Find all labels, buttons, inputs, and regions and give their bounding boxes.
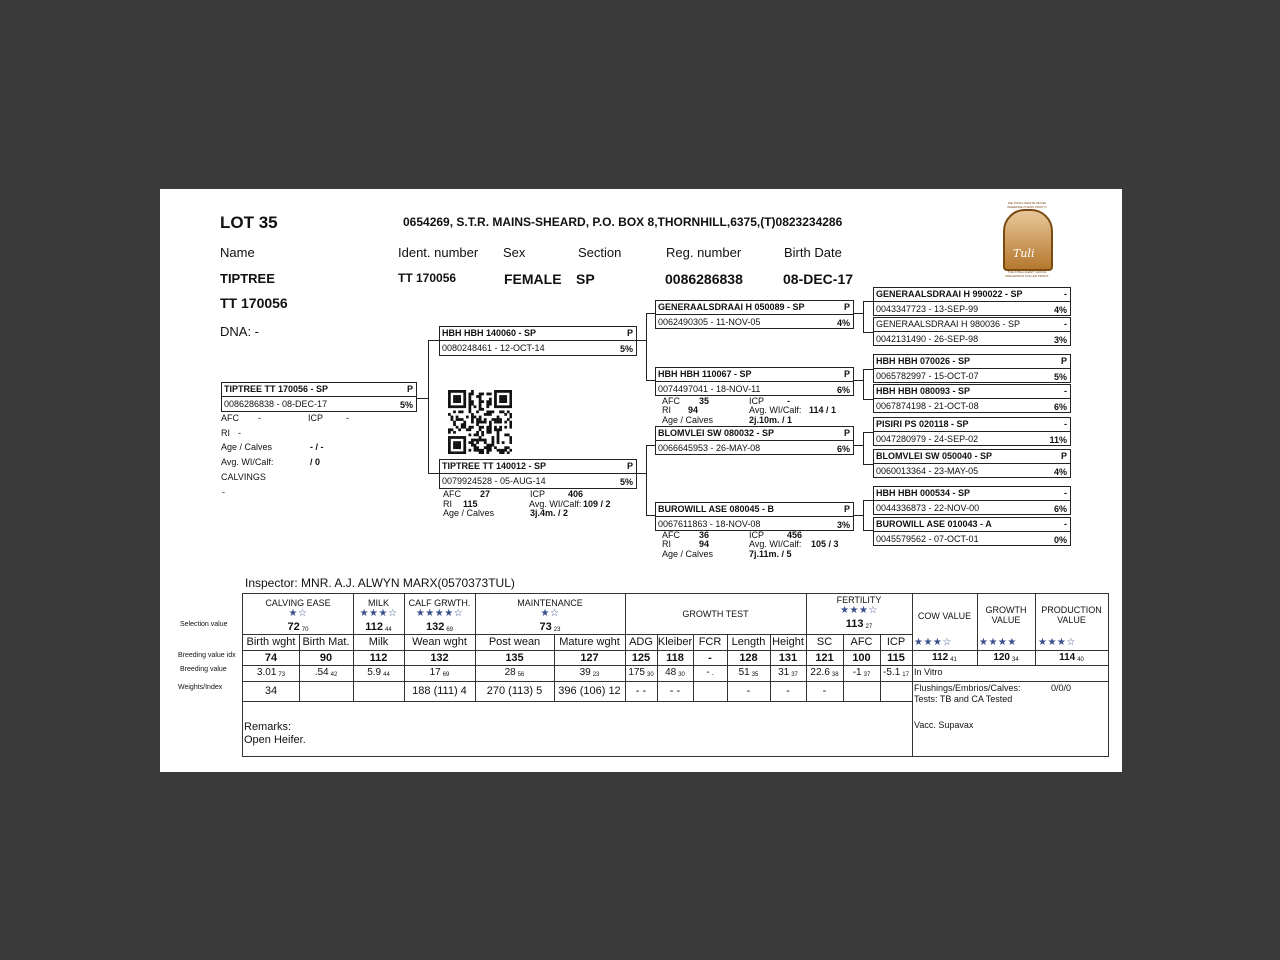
pedigree-flag: - (1064, 289, 1067, 299)
great-grandparent-box (873, 417, 1071, 446)
trait-header: Milk (368, 636, 389, 648)
trait-header: SC (816, 636, 833, 648)
pedigree-pct: 5% (399, 400, 413, 410)
breeding-value-index: 118 (666, 652, 684, 664)
connector (646, 380, 655, 381)
label-section: Section (578, 245, 622, 260)
pedigree-pct: 4% (836, 318, 850, 328)
pedigree-reg: 0044336873 - 22-NOV-00 (876, 503, 980, 513)
connector (646, 313, 655, 314)
trait-header: ICP (886, 636, 906, 648)
weight-index: 270 (113) 5 (486, 685, 543, 697)
group-maintenance: MAINTENANCE ★☆ 73 23 (475, 598, 625, 633)
label-reg: Reg. number (666, 245, 742, 260)
great-grandparent-box (873, 517, 1071, 546)
connector (416, 398, 428, 399)
dam-wi: 109 / 2 (583, 499, 611, 509)
animal-icp-label: ICP (308, 413, 324, 423)
gp1-wi: 114 / 1 (809, 405, 837, 415)
animal-ri: - (238, 428, 241, 438)
pedigree-name: HBH HBH 140060 - SP (442, 328, 537, 338)
connector (863, 301, 873, 302)
weight-index: 396 (106) 12 (558, 685, 621, 697)
invitro-note: In Vitro (914, 667, 943, 677)
pedigree-flag: - (1064, 319, 1067, 329)
great-grandparent-box (873, 287, 1071, 316)
breeding-values-table (242, 593, 1109, 757)
gp1-age-label: Age / Calves (662, 415, 714, 425)
pedigree-name: HBH HBH 070026 - SP (876, 356, 971, 366)
pedigree-reg: 0042131490 - 26-SEP-98 (876, 334, 979, 344)
production-value: 114 40 (1059, 652, 1084, 663)
group-cow-value: COW VALUE (917, 611, 972, 621)
pedigree-pct: 0% (1053, 535, 1067, 545)
value-reg: 0086286838 (665, 271, 743, 287)
gp3-icp: 456 (787, 530, 803, 540)
vacc-note: Vacc. Supavax (914, 720, 974, 730)
connector (853, 380, 863, 381)
gp3-icp-label: ICP (749, 530, 765, 540)
pedigree-reg: 0062490305 - 11-NOV-05 (658, 317, 761, 327)
connector (853, 515, 863, 516)
dam-icp-label: ICP (530, 489, 546, 499)
pedigree-name: BLOMVLEI SW 080032 - SP (658, 428, 775, 438)
gp3-ri-label: RI (662, 539, 671, 549)
gp1-icp-label: ICP (749, 396, 765, 406)
tests-note: Tests: TB and CA Tested (914, 694, 1013, 704)
pedigree-name: HBH HBH 080093 - SP (876, 386, 971, 396)
owner-info: 0654269, S.T.R. MAINS-SHEARD, P.O. BOX 8,THORNHILL,6375,(T)0823234286 (403, 215, 843, 229)
trait-header: Wean wght (412, 636, 467, 648)
trait-header: Birth wght (246, 636, 296, 648)
animal-icp: - (346, 413, 349, 423)
connector (428, 473, 439, 474)
breeding-value: .54 42 (314, 667, 338, 678)
trait-header: Kleiber (657, 636, 693, 648)
connector (636, 473, 646, 474)
pedigree-flag: P (626, 328, 633, 338)
ident-large: TT 170056 (220, 295, 288, 311)
flush-value: 0/0/0 (1051, 683, 1072, 693)
label-birth: Birth Date (784, 245, 842, 260)
pedigree-name: TIPTREE TT 170056 - SP (224, 384, 329, 394)
rating-stars-icon: ★★★☆ (359, 608, 398, 619)
pedigree-reg: 0045579562 - 07-OCT-01 (876, 534, 979, 544)
animal-ri-label: RI (221, 428, 230, 438)
connector (853, 313, 863, 314)
growth-value: 120 34 (993, 652, 1019, 663)
connector (863, 432, 864, 464)
gp3-age: 7j.11m. / 5 (749, 549, 792, 559)
trait-header: ADG (629, 636, 653, 648)
connector (863, 332, 873, 333)
breeding-value: 28 56 (504, 667, 525, 678)
pedigree-pct: 4% (1053, 305, 1067, 315)
breeding-value-index: 132 (430, 652, 449, 664)
label-name: Name (220, 245, 255, 260)
great-grandparent-box (873, 486, 1071, 515)
breeding-value: 22.6 38 (810, 667, 839, 678)
pedigree-pct: 6% (1053, 402, 1067, 412)
rating-stars-icon: ★★★☆ (1038, 637, 1076, 648)
gp3-afc-label: AFC (662, 530, 680, 540)
gp1-afc: 35 (699, 396, 710, 406)
breeding-value: - - (706, 667, 714, 678)
trait-header: Height (772, 636, 804, 648)
pedigree-name: BLOMVLEI SW 050040 - SP (876, 451, 993, 461)
trait-header: Birth Mat. (302, 636, 350, 648)
pedigree-name: HBH HBH 000534 - SP (876, 488, 971, 498)
dam-afc: 27 (480, 489, 491, 499)
logo-top-text: DIE INTELLIGENTE KEUSE INHEEMSE POENS PROFYT (1006, 201, 1047, 209)
pedigree-name: GENERAALSDRAAI H 050089 - SP (658, 302, 805, 312)
great-grandparent-box (873, 384, 1071, 413)
breeding-value-index: 115 (887, 652, 905, 664)
rating-stars-icon: ★★★★ (979, 637, 1017, 648)
pedigree-flag: - (1064, 386, 1067, 396)
pedigree-reg: 0079924528 - 05-AUG-14 (442, 476, 546, 486)
group-calf-growth: CALF GRWTH. ★★★★☆ 132 69 (404, 598, 475, 633)
qr-code-icon (448, 390, 512, 454)
dna-status: DNA: - (220, 324, 259, 339)
row-label-weights: Weights/Index (178, 684, 223, 691)
breeding-value: 51 35 (738, 667, 759, 678)
great-grandparent-box (873, 449, 1071, 478)
pedigree-flag: P (406, 384, 413, 394)
pedigree-reg: 0047280979 - 24-SEP-02 (876, 434, 979, 444)
connector (428, 340, 429, 473)
gp1-ri-label: RI (662, 405, 671, 415)
gp3-afc: 36 (699, 530, 710, 540)
pedigree-name: TIPTREE TT 140012 - SP (442, 461, 547, 471)
inspector: Inspector: MNR. A.J. ALWYN MARX(0570373TUL) (245, 576, 515, 590)
trait-header: Mature wght (559, 636, 620, 648)
flush-label: Flushings/Embrios/Calves: (914, 683, 1021, 693)
animal-box (221, 382, 417, 412)
cow-value: 112 41 (932, 652, 957, 663)
pedigree-pct: 6% (836, 444, 850, 454)
rating-stars-icon: ★☆ (288, 608, 308, 619)
lot-number: LOT 35 (220, 213, 278, 232)
breeding-value-index: - (708, 652, 712, 664)
row-label-bvi: Breeding value idx (178, 652, 236, 659)
pedigree-flag: P (1060, 451, 1067, 461)
grandparent-box (655, 300, 854, 329)
dam-afc-label: AFC (443, 489, 461, 499)
group-calving-ease: CALVING EASE ★☆ 72 70 (243, 598, 353, 633)
great-grandparent-box (873, 354, 1071, 383)
connector (863, 500, 864, 530)
pedigree-reg: 0067611863 - 18-NOV-08 (658, 519, 761, 529)
dam-wi-label: Avg. WI/Calf: (529, 499, 582, 509)
pedigree-pct: 6% (836, 385, 850, 395)
rating-stars-icon: ★★★☆ (914, 637, 952, 648)
gp3-age-label: Age / Calves (662, 549, 714, 559)
pedigree-reg: 0066645953 - 26-MAY-08 (658, 443, 761, 453)
pedigree-name: GENERAALSDRAAI H 990022 - SP (876, 289, 1023, 299)
cow-head-icon (1003, 209, 1053, 271)
breeding-value-index: 135 (505, 652, 524, 664)
dam-ri-label: RI (443, 499, 452, 509)
trait-header: Length (731, 636, 766, 648)
pedigree-reg: 0074497041 - 18-NOV-11 (658, 384, 761, 394)
breeding-value-index: 90 (319, 652, 333, 664)
weight-index: 188 (111) 4 (412, 685, 467, 697)
great-grandparent-box (873, 317, 1071, 346)
breeding-value: 5.9 44 (367, 667, 390, 678)
dam-ri: 115 (463, 499, 478, 509)
trait-header: AFC (850, 636, 873, 648)
connector (646, 445, 647, 515)
gp1-ri: 94 (688, 405, 699, 415)
connector (646, 445, 655, 446)
row-label-selection: Selection value (180, 621, 228, 628)
value-name: TIPTREE (220, 271, 275, 286)
breeding-value: 31 37 (778, 667, 798, 678)
connector (863, 369, 864, 399)
pedigree-reg: 0067874198 - 21-OCT-08 (876, 401, 979, 411)
certificate-sheet (160, 189, 1122, 772)
gp3-wi: 105 / 3 (811, 539, 839, 549)
pedigree-flag: P (843, 302, 850, 312)
gp1-age: 2j.10m. / 1 (749, 415, 793, 425)
animal-calvings: - (222, 487, 225, 497)
breeding-value-index: 112 (369, 652, 388, 664)
pedigree-pct: 11% (1049, 435, 1067, 445)
dam-age-label: Age / Calves (443, 508, 495, 518)
animal-calvings-label: CALVINGS (221, 472, 266, 482)
breeding-value: 175 30 (628, 667, 654, 678)
value-sex: FEMALE (504, 271, 562, 287)
pedigree-name: BUROWILL ASE 010043 - A (876, 519, 992, 529)
dam-age: 3j.4m. / 2 (530, 508, 569, 518)
grandparent-box (655, 502, 854, 531)
group-milk: MILK ★★★☆ 112 44 (353, 598, 404, 633)
gp3-ri: 94 (699, 539, 710, 549)
pedigree-pct: 3% (1053, 335, 1067, 345)
pedigree-flag: - (1064, 519, 1067, 529)
gp1-afc-label: AFC (662, 396, 680, 406)
pedigree-reg: 0060013364 - 23-MAY-05 (876, 466, 979, 476)
weight-index: - - (669, 685, 681, 697)
pedigree-flag: P (843, 369, 850, 379)
tuli-logo (996, 201, 1058, 279)
animal-wi: / 0 (310, 457, 321, 467)
connector (863, 301, 864, 332)
pedigree-name: GENERAALSDRAAI H 980036 - SP (876, 319, 1021, 329)
pedigree-pct: 4% (1053, 467, 1067, 477)
pedigree-flag: P (1060, 356, 1067, 366)
pedigree-flag: - (1064, 419, 1067, 429)
logo-bottom-text: THE INTELLIGENT CHOICE INDIGENOUS POLLED PROFIT (1005, 270, 1049, 278)
weight-index: - (786, 685, 790, 697)
connector (636, 340, 646, 341)
pedigree-flag: P (843, 504, 850, 514)
breeding-value-index: 74 (264, 652, 278, 664)
breeding-value: 48 30 (665, 667, 685, 678)
pedigree-reg: 0043347723 - 13-SEP-99 (876, 304, 979, 314)
breeding-value-index: 131 (778, 652, 798, 664)
weight-index: - (746, 685, 751, 697)
gp3-wi-label: Avg. WI/Calf: (749, 539, 802, 549)
connector (863, 369, 873, 370)
pedigree-pct: 3% (836, 520, 850, 530)
weight-index: - (822, 685, 827, 697)
pedigree-flag: P (843, 428, 850, 438)
dam-box (439, 459, 637, 489)
rating-stars-icon: ★★★★☆ (415, 608, 464, 619)
pedigree-pct: 6% (1053, 504, 1067, 514)
connector (863, 530, 873, 531)
group-production-value: PRODUCTION VALUE (1041, 605, 1102, 625)
breeding-value-index: 125 (631, 652, 651, 664)
pedigree-reg: 0065782997 - 15-OCT-07 (876, 371, 979, 381)
breeding-value: 17 69 (429, 667, 450, 678)
connector (863, 500, 873, 501)
breeding-value: -5.1 17 (883, 667, 909, 678)
value-birth: 08-DEC-17 (783, 271, 854, 287)
breeding-value-index: 128 (739, 652, 758, 664)
logo-word: Tuli (1013, 247, 1035, 260)
remarks-label: Remarks: (244, 721, 292, 733)
connector (428, 340, 439, 341)
connector (863, 399, 873, 400)
trait-header: FCR (698, 636, 722, 648)
value-section: SP (576, 271, 595, 287)
weight-index: - - (635, 685, 647, 697)
connector (646, 313, 647, 380)
row-label-bv: Breeding value (180, 666, 227, 673)
group-growth-value: GROWTH VALUE (985, 605, 1027, 625)
label-sex: Sex (503, 245, 526, 260)
label-ident: Ident. number (398, 245, 479, 260)
breeding-value-index: 100 (852, 652, 871, 664)
group-growth-test: GROWTH TEST (682, 609, 749, 619)
trait-header: Post wean (488, 636, 541, 648)
pedigree-name: PISIRI PS 020118 - SP (876, 419, 969, 429)
rating-stars-icon: ★☆ (540, 608, 560, 619)
rating-stars-icon: ★★★☆ (840, 605, 878, 616)
pedigree-flag: - (1064, 488, 1067, 498)
breeding-value: -1 37 (852, 667, 871, 678)
connector (863, 464, 873, 465)
animal-age: - / - (310, 442, 324, 452)
sire-box (439, 326, 637, 356)
gp1-wi-label: Avg. WI/Calf: (749, 405, 802, 415)
connector (863, 432, 873, 433)
breeding-value: 39 23 (579, 667, 600, 678)
pedigree-reg: 0086286838 - 08-DEC-17 (224, 399, 328, 409)
pedigree-flag: P (626, 461, 633, 471)
pedigree-pct: 5% (1053, 372, 1067, 382)
pedigree-reg: 0080248461 - 12-OCT-14 (442, 343, 545, 353)
animal-afc: - (258, 413, 261, 423)
pedigree-name: BUROWILL ASE 080045 - B (658, 504, 775, 514)
pedigree-pct: 5% (619, 477, 633, 487)
pedigree-pct: 5% (619, 344, 633, 354)
dam-icp: 406 (568, 489, 584, 499)
breeding-value: 3.01 73 (256, 667, 286, 678)
value-ident: TT 170056 (398, 271, 457, 285)
breeding-value-index: 127 (580, 652, 599, 664)
pedigree-name: HBH HBH 110067 - SP (658, 369, 752, 379)
grandparent-box (655, 426, 854, 455)
gp1-icp: - (787, 396, 790, 406)
connector (646, 515, 655, 516)
breeding-value-index: 121 (815, 652, 834, 664)
animal-afc-label: AFC (221, 413, 239, 423)
animal-age-label: Age / Calves (221, 442, 273, 452)
grandparent-box (655, 367, 854, 396)
animal-wi-label: Avg. WI/Calf: (221, 457, 274, 467)
weight-index: 34 (264, 685, 278, 697)
remarks-text: Open Heifer. (244, 734, 306, 746)
connector (853, 445, 863, 446)
group-fertility: FERTILITY ★★★☆ 113 27 (806, 595, 912, 630)
